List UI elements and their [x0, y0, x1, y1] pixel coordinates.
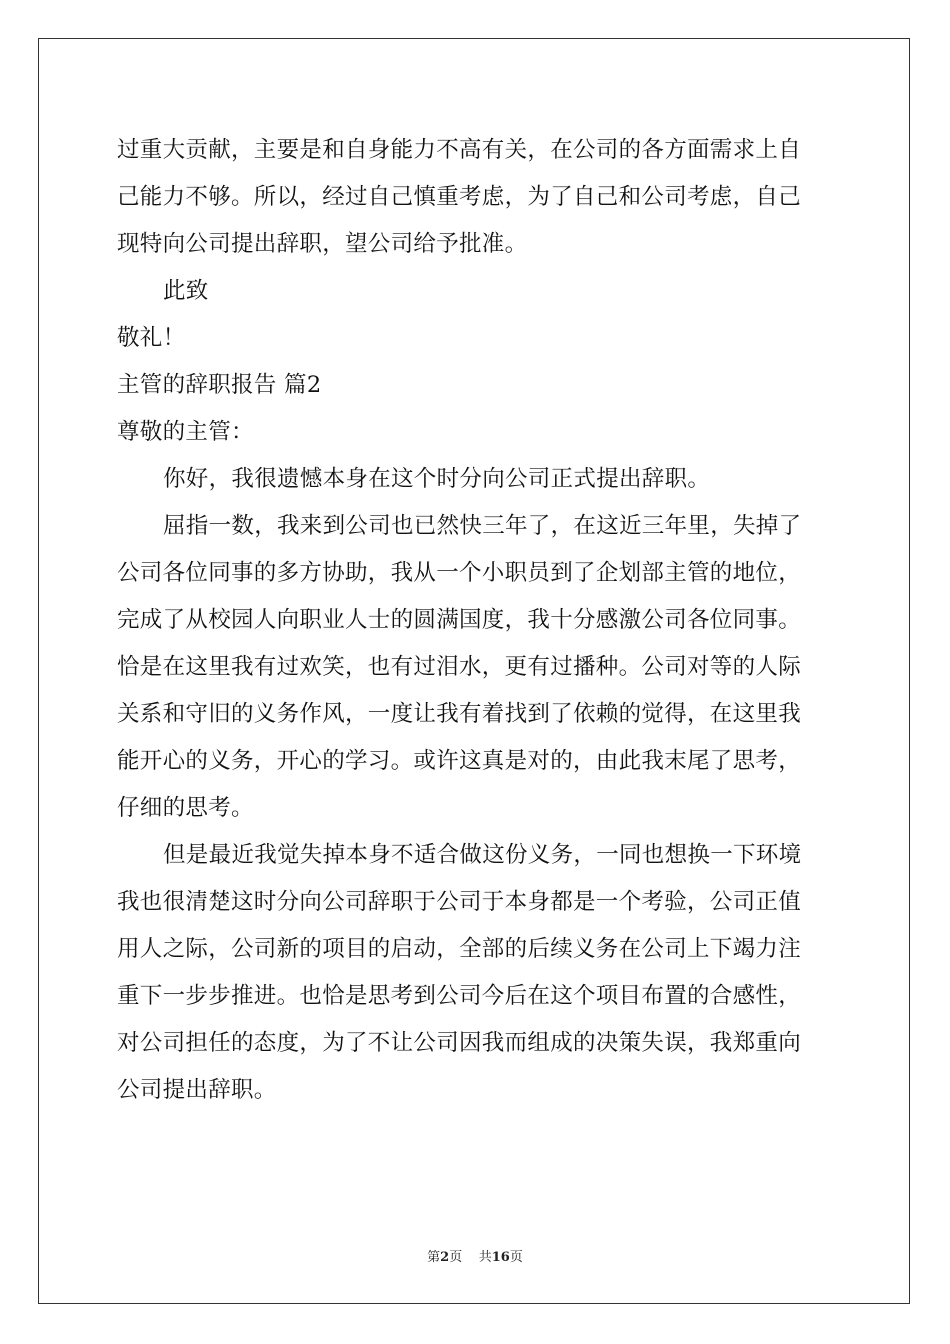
paragraph-line: 对公司担任的态度，为了不让公司因我而组成的决策失误，我郑重向 — [117, 1030, 802, 1056]
paragraph-line: 过重大贡献，主要是和自身能力不高有关，在公司的各方面需求上自 — [117, 137, 802, 163]
paragraph-line: 你好，我很遗憾本身在这个时分向公司正式提出辞职。 — [163, 466, 711, 492]
paragraph-line: 己能力不够。所以，经过自己慎重考虑，为了自己和公司考虑，自己 — [117, 184, 802, 210]
paragraph-line: 恰是在这里我有过欢笑，也有过泪水，更有过播种。公司对等的人际 — [117, 654, 802, 680]
total-suffix: 页 — [509, 1250, 523, 1265]
paragraph-line: 关系和守旧的义务作风，一度让我有着找到了依赖的觉得，在这里我 — [117, 701, 802, 727]
page-suffix: 页 — [449, 1250, 463, 1265]
paragraph-line: 用人之际，公司新的项目的启动，全部的后续义务在公司上下竭力注 — [117, 936, 802, 962]
document-body — [117, 127, 833, 1114]
paragraph-line: 屈指一数，我来到公司也已然快三年了，在这近三年里，失掉了 — [163, 513, 802, 539]
paragraph-line: 但是最近我觉失掉本身不适合做这份义务，一同也想换一下环境 — [163, 842, 802, 868]
total-pages: 16 — [491, 1250, 510, 1265]
paragraph-line: 仔细的思考。 — [117, 795, 254, 821]
paragraph-line: 重下一步步推进。也恰是思考到公司今后在这个项目布置的合感性， — [117, 983, 802, 1009]
paragraph-line: 公司各位同事的多方协助，我从一个小职员到了企划部主管的地位， — [117, 560, 802, 586]
page-footer — [0, 1246, 950, 1265]
total-prefix: 共 — [478, 1250, 492, 1265]
page-number: 2 — [440, 1250, 450, 1265]
paragraph-line: 现特向公司提出辞职，望公司给予批准。 — [117, 231, 528, 257]
paragraph-line: 我也很清楚这时分向公司辞职于公司于本身都是一个考验，公司正值 — [117, 889, 802, 915]
salutation-line: 此致 — [163, 278, 209, 304]
paragraph-line: 能开心的义务，开心的学习。或许这真是对的，由此我末尾了思考， — [117, 748, 802, 774]
paragraph-line: 公司提出辞职。 — [117, 1077, 277, 1103]
salutation-line: 敬礼！ — [117, 325, 186, 351]
paragraph-line: 完成了从校园人向职业人士的圆满国度，我十分感激公司各位同事。 — [117, 607, 802, 633]
section-heading: 主管的辞职报告 篇2 — [117, 372, 322, 398]
page-prefix: 第 — [427, 1250, 441, 1265]
greeting-line: 尊敬的主管： — [117, 419, 254, 445]
